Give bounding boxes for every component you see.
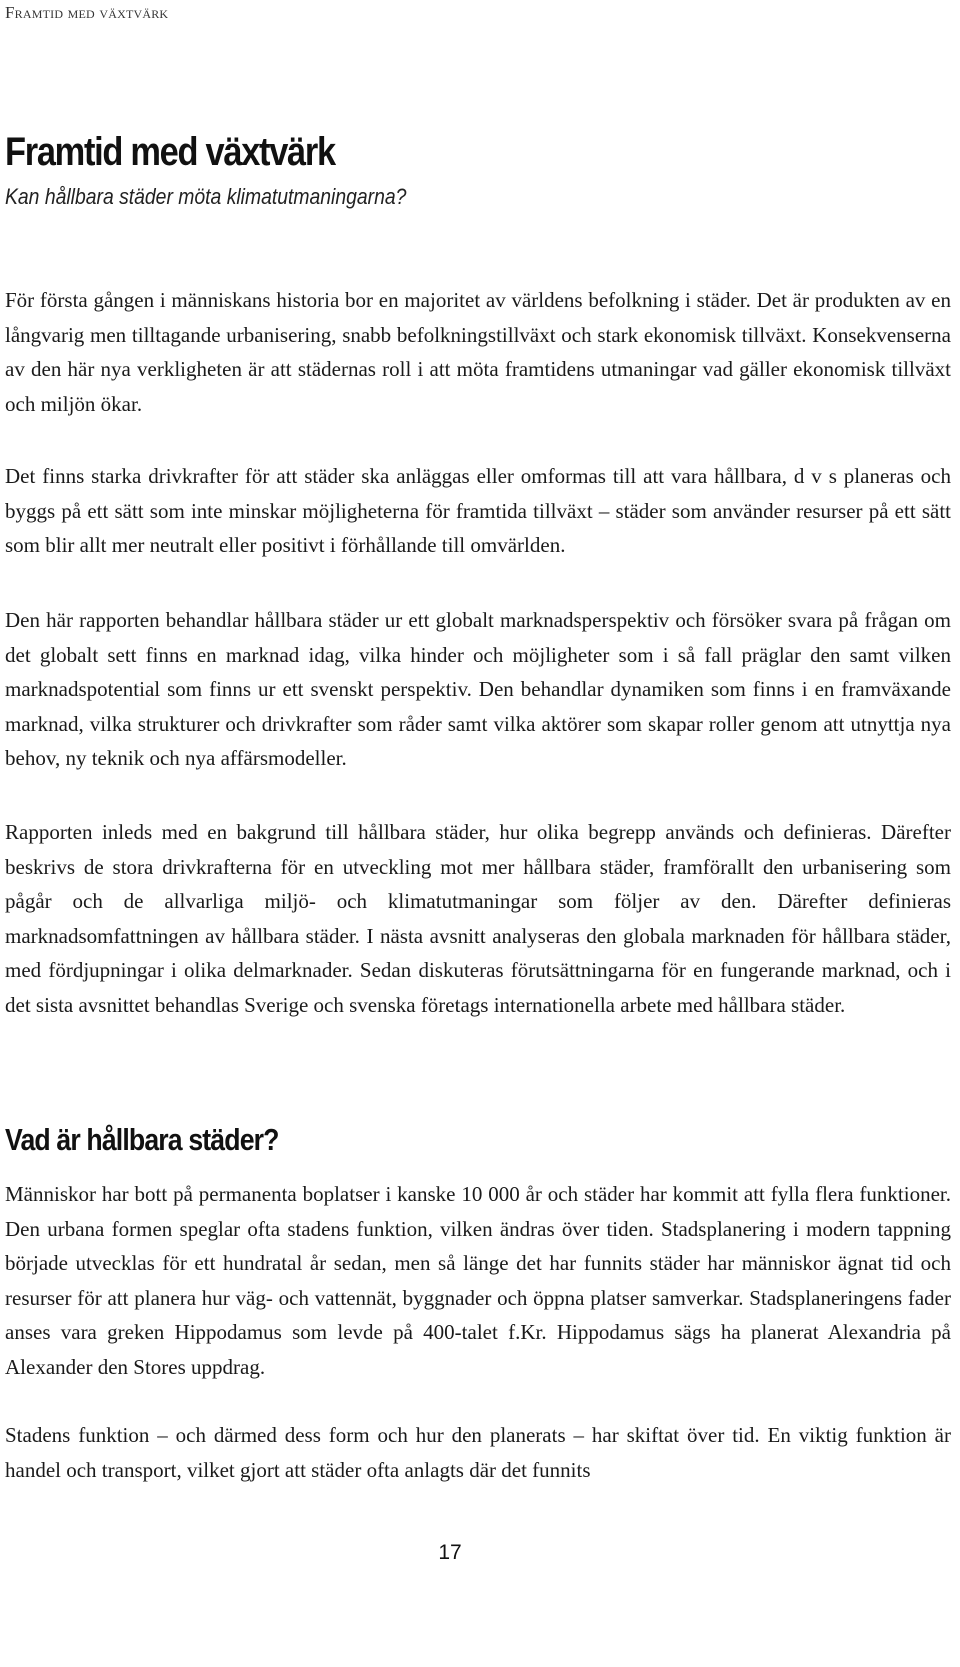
page-title: Framtid med växtvärk: [5, 130, 335, 174]
page-subtitle: Kan hållbara städer möta klimatutmaningarna?: [5, 184, 407, 209]
intro-paragraph-3: Den här rapporten behandlar hållbara städer ur ett globalt marknadsperspektiv och försöker svara på frågan om det globalt sett finns en marknad idag, vilka hinder och möjligheter som i så fall präglar den samt vilken marknadspotential som finns ur ett svenskt perspektiv. Den behandlar dynamiken som finns i en framväxande marknad, vilka strukturer och drivkrafter som råder samt vilka aktörer som skapar roller genom att utnyttja nya behov, ny teknik och nya affärsmodeller.: [5, 608, 951, 770]
intro-paragraph-4: Rapporten inleds med en bakgrund till hållbara städer, hur olika begrepp används och definieras. Därefter beskrivs de stora drivkrafterna för en utveckling mot mer hållbara städer, framförallt den urbanisering som pågår och de allvarliga miljö- och klimatutmaningar som följer av den. Därefter definieras marknadsomfattningen av hållbara städer. I nästa avsnitt analyseras den globala marknaden för hållbara städer, med fördjupningar i olika delmarknader. Sedan diskuteras förutsättningarna för en fungerande marknad, och i det sista avsnittet behandlas Sverige och svenska företags internationella arbete med hållbara städer.: [5, 820, 951, 1017]
running-header: Framtid med växtvärk: [5, 3, 169, 22]
intro-paragraph-2: Det finns starka drivkrafter för att städer ska anläggas eller omformas till att vara hållbara, d v s planeras och byggs på ett sätt som inte minskar möjligheterna för framtida tillväxt – städer som använder resurser på ett sätt som blir allt mer neutralt eller positivt i förhållande till omvärlden.: [5, 464, 951, 557]
section-paragraph-2: Stadens funktion – och därmed dess form och hur den planerats – har skiftat över tid. En viktig funktion är handel och transport, vilket gjort att städer ofta anlagts där det funnits: [5, 1423, 951, 1482]
page-number: 17: [438, 1541, 462, 1564]
section-paragraph-1: Människor har bott på permanenta boplatser i kanske 10 000 år och städer har kommit att fylla flera funktioner. Den urbana formen speglar ofta stadens funktion, vilken ändras över tiden. Stadsplanering i modern tappning började utvecklas för ett hundratal år sedan, men så länge det har funnits städer har människor ägnat tid och resurser för att planera hur väg- och vattennät, byggnader och öppna platser samverkar. Stadsplaneringens fader anses vara greken Hippodamus som levde på 400-talet f.Kr. Hippodamus sägs ha planerat Alexandria på Alexander den Stores uppdrag.: [5, 1182, 951, 1379]
section-heading: Vad är hållbara städer?: [5, 1122, 279, 1157]
intro-paragraph-1: För första gången i människans historia bor en majoritet av världens befolkning i städer. Det är produkten av en långvarig men tilltagande urbanisering, snabb befolkningstillväxt och stark ekonomisk tillväxt. Konsekvenserna av den här nya verkligheten är att städernas roll i att möta framtidens utmaningar vad gäller ekonomisk tillväxt och miljön ökar.: [5, 288, 951, 416]
